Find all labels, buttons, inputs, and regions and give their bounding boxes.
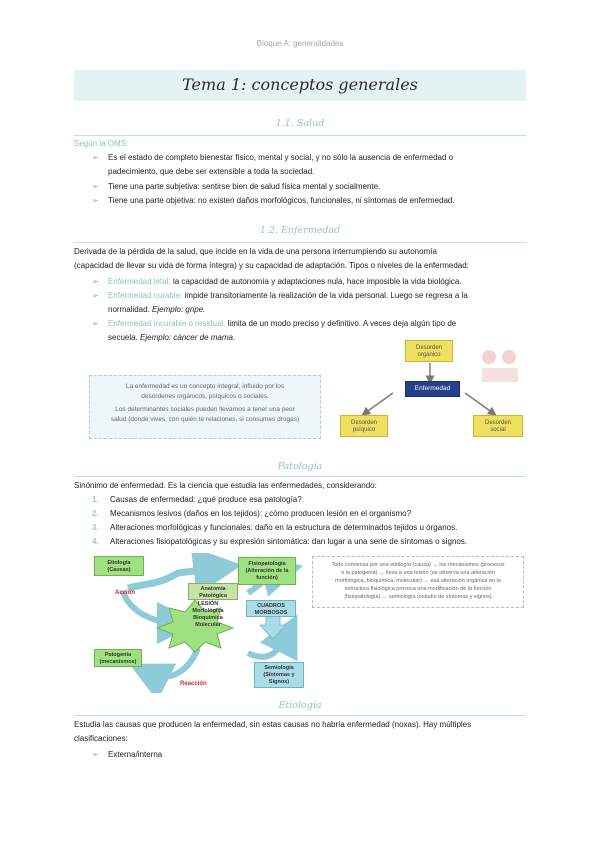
enfermedad-type-letal (92, 275, 532, 289)
type-text-line2: normalidad. (108, 305, 150, 314)
box-line: (mecanismos) (99, 659, 137, 665)
box-line: Molecular (195, 622, 221, 628)
salud-lead: Según la OMS: (74, 139, 129, 148)
box-line: social (490, 427, 506, 433)
note-line: estructura fisiológica provoca una modificación de la función (344, 586, 492, 592)
box-line: psíquico (352, 427, 376, 433)
section-heading-etiologia: Etiología (278, 700, 322, 711)
note-line: La enfermedad es un concepto integral, influido por los (125, 383, 285, 390)
box-line: Patológica (199, 593, 227, 599)
desorden-social-box (473, 415, 523, 437)
salud-bullet-3-text: Tiene una parte objetiva: no existen daños morfológicos, funcionales, ni síntomas de enfermedad. (108, 196, 455, 205)
item-number: 1. (92, 495, 99, 504)
patologia-item-4 (92, 535, 532, 549)
patologia-note-box (312, 556, 524, 608)
type-text-line2: secuela. (108, 333, 138, 342)
enfermedad-type-curable (92, 289, 532, 317)
arrow-bullet-icon: ➢ (92, 182, 99, 191)
salud-bullet-3 (92, 194, 532, 208)
type-text: la capacidad de autonomía y adaptaciones nula, hace imposible la vida biológica. (172, 277, 462, 286)
item-number: 4. (92, 537, 99, 546)
box-line: Patogenia (104, 652, 132, 658)
patogenia-box (94, 649, 142, 667)
patologia-item-3 (92, 521, 532, 535)
etiologia-bullet-text: Externa/interna (108, 750, 163, 759)
arrow-bullet-icon: ➢ (92, 153, 99, 162)
note-line: desórdenes orgánicos, psíquicos o sociales. (141, 393, 269, 400)
type-label: Enfermedad curable: (108, 291, 183, 300)
arrow-bullet-icon: ➢ (92, 277, 99, 286)
box-line: Desorden (350, 420, 377, 426)
section-heading-salud: 1.1. Salud (275, 118, 325, 129)
section-divider (74, 476, 526, 477)
enfermedad-box: Enfermedad (405, 381, 460, 397)
fisiopatologia-box (238, 557, 296, 585)
item-text: Alteraciones morfológicas y funcionales: daño en la estructura de determinados tejidos u órganos. (110, 523, 458, 532)
type-label: Enfermedad letal: (108, 277, 171, 286)
note-line: Todo comienza por una etiología (causa) → los mecanismos (procesos (331, 562, 505, 568)
box-line: MORBOSOS (254, 610, 288, 616)
page-title: Tema 1: conceptos generales (182, 75, 418, 94)
box-line: Anatomía (200, 586, 226, 592)
semiologia-box (254, 662, 304, 688)
type-example: Ejemplo: gripe. (152, 305, 206, 314)
item-number: 2. (92, 509, 99, 518)
arrow-bullet-icon: ➢ (92, 291, 99, 300)
note-line: morfológica, bioquímica, molecular) → esa alteración orgánica en la (335, 578, 501, 584)
box-line: CUADROS (257, 603, 285, 609)
salud-bullet-2-text: Tiene una parte subjetiva: sentirse bien de salud física mental y socialmente. (108, 182, 381, 191)
box-line: (Causas) (107, 567, 131, 573)
box-line: Bioquímica (193, 615, 223, 621)
box-line: Fisiopatología (248, 561, 286, 567)
box-line: Semiología (264, 665, 294, 671)
salud-bullet-1-line1: Es el estado de completo bienestar físico, mental y social, y no sólo la ausencia de enfermedad o (108, 153, 454, 162)
note-line: salud (donde vives, con quién te relaciones, si consumes drogas) (110, 416, 300, 423)
desorden-organico-box (405, 340, 453, 362)
etiologia-box (94, 556, 144, 576)
item-number: 3. (92, 523, 99, 532)
desorden-psiquico-box (340, 415, 388, 437)
section-divider (74, 135, 526, 136)
arrow-bullet-icon: ➢ (92, 319, 99, 328)
box-line: orgánico (417, 352, 441, 358)
type-text: impide transitoriamente la realización de la vida personal. Luego se regresa a la (184, 291, 468, 300)
arrow-right-icon (465, 393, 493, 413)
reaccion-label: Reacción (180, 681, 207, 687)
enfermedad-intro-line2: (capacidad de llevar su vida de forma íntegra) y su capacidad de adaptación. Tipos o niveles de la enfermedad: (74, 261, 469, 270)
item-text: Causas de enfermedad: ¿qué produce esa patología? (110, 495, 302, 504)
decorative-dots (480, 348, 525, 386)
type-label: Enfermedad incurable o residual: (108, 319, 226, 328)
note-line: o la patogenia) → lleva a una lesión (se observa una alteración (341, 570, 495, 576)
patologia-item-1 (92, 493, 532, 507)
patologia-item-2 (92, 507, 532, 521)
item-text: Alteraciones fisiopatológicas y su expresión sintomática: dan lugar a una serie de síntomas o signos. (110, 537, 468, 546)
arrow-down-icon (258, 615, 288, 640)
anatomia-patologica-box (188, 583, 238, 600)
salud-bullet-2 (92, 180, 532, 194)
box-line: (Alteración de la (245, 568, 289, 574)
section-heading-patologia: Patología (277, 461, 323, 472)
cuadros-morbosos-box (246, 600, 296, 617)
lesion-label (178, 601, 238, 629)
etiologia-text (74, 718, 534, 746)
box-line: Morfológica (192, 608, 224, 614)
salud-bullet-1-line2: padecimiento, que debe ser extensible a toda la sociedad. (108, 167, 315, 176)
arrow-left-icon (365, 393, 393, 413)
box-line: (Síntomas y (263, 672, 295, 678)
patologia-intro: Sinónimo de enfermedad. Es la ciencia que estudia las enfermedades, considerando: (74, 481, 377, 490)
arrow-bullet-icon: ➢ (92, 750, 99, 759)
box-line: función) (256, 575, 278, 581)
etiologia-line1: Estudia las causas que producen la enfermedad, sin estas causas no habría enfermedad (noxas). Hay múltiples (74, 720, 472, 729)
type-text: limita de un modo preciso y definitivo. A veces deja algún tipo de (227, 319, 457, 328)
box-line: Desorden (415, 345, 442, 351)
type-example: Ejemplo: cáncer de mama. (140, 333, 236, 342)
section-divider (74, 242, 526, 243)
section-divider (74, 715, 526, 716)
enfermedad-intro-line1: Derivada de la pérdida de la salud, que incide en la vida de una persona interrumpiendo su autonomía (74, 247, 437, 256)
box-line: LESIÓN (197, 601, 219, 607)
item-text: Mecanismos lesivos (daños en los tejidos): ¿cómo producen lesión en el organismo? (110, 509, 412, 518)
salud-bullet-1 (92, 151, 532, 179)
accion-label: Acción (115, 590, 136, 596)
arrow-bullet-icon: ➢ (92, 196, 99, 205)
etiologia-line2: clasificaciones: (74, 734, 128, 743)
etiologia-bullet (92, 748, 532, 762)
box-line: Etiología (107, 560, 131, 566)
box-line: Desorden (484, 420, 511, 426)
note-line: Los determinantes sociales pueden llevarnos a tener una peor (115, 406, 295, 413)
note-line: (fisiopatología) → semiología (estudio de síntomas y signos) (344, 594, 492, 600)
enfermedad-note-box (89, 375, 321, 439)
document-header: Bloque A: generalidades (256, 39, 344, 48)
box-line: Signos) (268, 679, 290, 685)
section-heading-enfermedad: 1.2. Enfermedad (259, 225, 341, 236)
enfermedad-intro (74, 245, 534, 273)
